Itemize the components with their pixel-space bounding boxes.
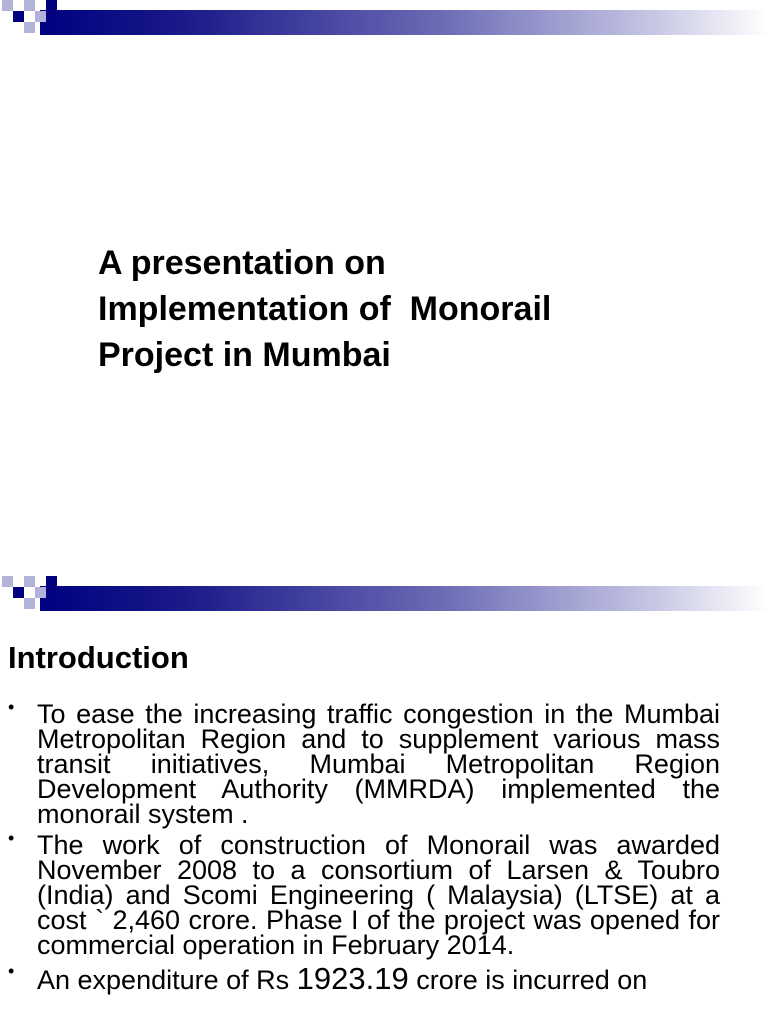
bullet-text-end: crore is incurred on xyxy=(408,965,648,995)
header-band xyxy=(0,0,768,48)
bullet-text-start: An expenditure of Rs xyxy=(37,965,297,995)
decor-square xyxy=(46,0,57,11)
decor-square xyxy=(35,587,46,598)
header-gradient-bar xyxy=(40,586,768,611)
introduction-slide xyxy=(0,576,768,1024)
decor-square xyxy=(24,598,35,609)
header-gradient-bar xyxy=(40,10,768,35)
decor-square xyxy=(13,587,24,598)
header-band xyxy=(0,576,768,624)
bullet-list xyxy=(8,697,720,999)
title-line-1: A presentation on xyxy=(98,244,386,282)
decor-square xyxy=(46,576,57,587)
bullet-text xyxy=(37,961,720,996)
decor-square xyxy=(35,11,46,22)
title-line-2: Implementation of Monorail xyxy=(98,290,552,328)
decor-square xyxy=(24,0,35,11)
bullet-dot: • xyxy=(8,961,15,981)
bullet-dot: • xyxy=(8,828,15,848)
decor-square xyxy=(2,576,13,587)
list-item xyxy=(8,697,720,829)
decor-square xyxy=(2,0,13,11)
list-item xyxy=(8,828,720,960)
decor-square xyxy=(2,22,13,33)
decor-square xyxy=(13,11,24,22)
slide-heading: Introduction xyxy=(8,640,189,675)
list-item xyxy=(8,961,720,996)
title-line-3: Project in Mumbai xyxy=(98,336,391,374)
decor-square xyxy=(24,576,35,587)
expenditure-amount: 1923.19 xyxy=(296,961,409,996)
presentation-title xyxy=(98,240,698,378)
bullet-text: The work of construction of Monorail was awarded November 2008 to a consortium of Larsen & Toubro (India) and Scomi Engineering ( Malaysia) (LTSE) at a cost ` 2,460 crore. Phase I of the project was opened for commercial operation in February 2014. xyxy=(37,830,720,960)
bullet-dot: • xyxy=(8,697,15,717)
bullet-text: To ease the increasing traffic congestion in the Mumbai Metropolitan Region and to supplement various mass transit initiatives, Mumbai Metropolitan Region Development Authority (MMRDA) implemented the monorail system . xyxy=(37,699,720,829)
decor-square xyxy=(24,22,35,33)
